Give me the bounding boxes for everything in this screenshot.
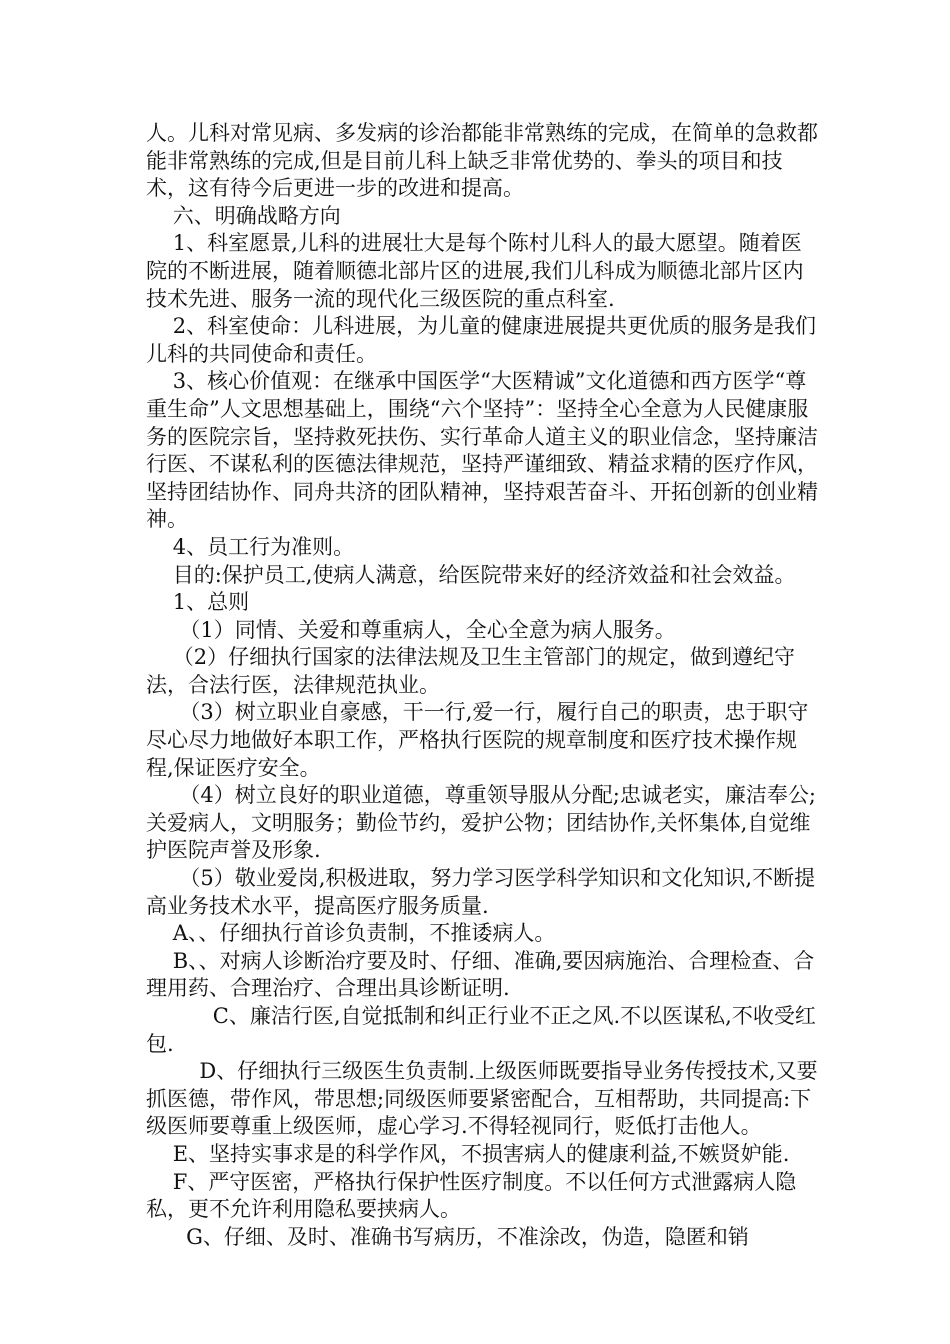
item-e: E、坚持实事求是的科学作风，不损害病人的健康利益,不嫉贤妒能. bbox=[146, 1141, 790, 1166]
paragraph-1: 人。儿科对常见病、多发病的诊治都能非常熟练的完成，在简单的急救都能非常熟练的完成,但是目前儿科上缺乏非常优势的、拳头的项目和技术，这有待今后更进一步的改进和提高。 bbox=[146, 121, 818, 201]
rule-4: （4）树立良好的职业道德，尊重领导服从分配;忠诚老实，廉洁奉公;关爱病人，文明服务；勤俭节约，爱护公物；团结协作,关怀集体,自觉维护医院声誉及形象. bbox=[146, 783, 816, 863]
paragraph-mission: 2、科室使命：儿科进展，为儿童的健康进展提共更优质的服务是我们儿科的共同使命和责任。 bbox=[146, 314, 817, 366]
heading-general-rules: 1、总则 bbox=[146, 590, 250, 615]
rule-1: （1）同情、关爱和尊重病人，全心全意为病人服务。 bbox=[146, 617, 676, 642]
item-f: F、严守医密，严格执行保护性医疗制度。不以任何方式泄露病人隐私，更不允许利用隐私要挟病人。 bbox=[146, 1169, 797, 1222]
item-a: A、、仔细执行首诊负责制，不推诿病人。 bbox=[146, 921, 556, 946]
rule-5: （5）敬业爱岗,积极进取，努力学习医学科学知识和文化知识,不断提高业务技术水平，提高医疗服务质量. bbox=[146, 866, 816, 918]
item-c: C、廉洁行医,自觉抵制和纠正行业不正之风.不以医谋私,不收受红包. bbox=[146, 1004, 816, 1056]
item-d: D、仔细执行三级医生负责制.上级医师既要指导业务传授技术,又要抓医德，带作风，带思想;同级医师要紧密配合，互相帮助，共同提高:下级医师要尊重上级医师，虚心学习.不得轻视同行，贬低打击他人。 bbox=[146, 1059, 818, 1139]
document-body bbox=[146, 120, 818, 1251]
heading-staff-code: 4、员工行为准则。 bbox=[146, 534, 355, 559]
paragraph-purpose: 目的:保护员工,使病人满意，给医院带来好的经济效益和社会效益。 bbox=[146, 562, 796, 587]
rule-2: （2）仔细执行国家的法律法规及卫生主管部门的规定，做到遵纪守法，合法行医，法律规范执业。 bbox=[146, 645, 796, 697]
item-b: B、、对病人诊断治疗要及时、仔细、准确,要因病施治、合理检查、合理用药、合理治疗、合理出具诊断证明. bbox=[146, 948, 815, 1001]
paragraph-vision: 1、科室愿景,儿科的进展壮大是每个陈村儿科人的最大愿望。随着医院的不断进展，随着顺德北部片区的进展,我们儿科成为顺德北部片区内技术先进、服务一流的现代化三级医院的重点科室. bbox=[146, 231, 804, 311]
item-g: G、仔细、及时、准确书写病历，不准涂改，伪造，隐匿和销 bbox=[146, 1224, 749, 1249]
rule-3: （3）树立职业自豪感，干一行,爱一行，履行自己的职责，忠于职守尽心尽力地做好本职工作，严格执行医院的规章制度和医疗技术操作规程,保证医疗安全。 bbox=[146, 700, 809, 780]
section-heading-strategy: 六、明确战略方向 bbox=[146, 203, 341, 228]
paragraph-core-values: 3、核心价值观：在继承中国医学“大医精诚”文化道德和西方医学“尊重生命”人文思想基础上，围绕“六个坚持”：坚持全心全意为人民健康服务的医院宗旨，坚持救死扶伤、实行革命人道主义的职业信念，坚持廉洁行医、不谋私利的医德法律规范，坚持严谨细致、精益求精的医疗作风，坚持团结协作、同舟共济的团队精神，坚持艰苦奋斗、开拓创新的创业精神。 bbox=[146, 369, 818, 532]
